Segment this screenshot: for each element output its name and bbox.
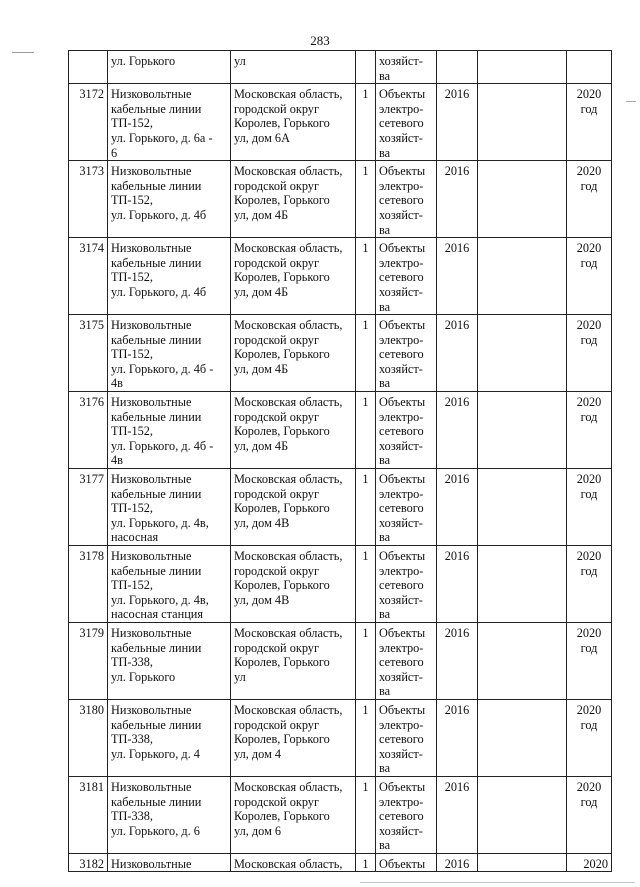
object-period-line: 2020 (576, 549, 602, 563)
object-name-line: кабельные линии (111, 101, 202, 116)
object-name-line: 4в (111, 453, 123, 468)
row-number: 3182 (69, 853, 108, 872)
table-row (69, 238, 612, 315)
object-address (231, 622, 356, 699)
object-category-line: сетевого (379, 193, 424, 208)
object-address-line: Московская область, (234, 472, 343, 487)
object-address-line: Московская область, (234, 702, 343, 717)
object-name-line: кабельные линии (111, 640, 202, 655)
object-category-line: сетевого (379, 116, 424, 131)
object-address (231, 238, 356, 315)
object-name-line: Низковольтные (111, 549, 192, 563)
object-category (376, 51, 437, 84)
object-address-line: Московская область, (234, 395, 343, 410)
object-address (231, 469, 356, 546)
object-address-line: ул, дом 4В (234, 515, 290, 530)
object-name-line: кабельные линии (111, 178, 202, 193)
object-quantity: 1 (356, 469, 376, 546)
object-name-line: ул. Горького, д. 6а - (111, 130, 213, 145)
object-note (478, 238, 567, 315)
object-address-line: Королев, Горького (234, 424, 330, 439)
object-note (478, 51, 567, 84)
object-period-line: год (580, 794, 598, 809)
object-address-line: ул, дом 4Б (234, 438, 289, 453)
object-name-line: насосная станция (111, 607, 204, 622)
object-category (376, 853, 437, 872)
row-number: 3181 (69, 776, 108, 853)
object-name-line: ул. Горького (111, 54, 176, 68)
object-period-line: год (580, 255, 598, 270)
object-name-line: ТП-338, (111, 809, 154, 824)
object-category (376, 469, 437, 546)
object-name-line: насосная (111, 530, 159, 545)
object-year: 2016 (437, 699, 478, 776)
object-name (108, 776, 231, 853)
object-category-line: Объекты (379, 164, 426, 179)
object-category (376, 546, 437, 623)
object-address-line: Королев, Горького (234, 270, 330, 285)
object-address-line: Королев, Горького (234, 655, 330, 670)
object-period-line: 2020 (576, 779, 602, 794)
object-address-line: ул, дом 4Б (234, 361, 289, 376)
object-category-line: хозяйст- (379, 823, 423, 838)
object-category-line: хозяйст- (379, 669, 423, 684)
object-name-line: кабельные линии (111, 717, 202, 732)
object-name-line: кабельные линии (111, 332, 202, 347)
object-name-line: ул. Горького, д. 4б - (111, 361, 214, 376)
object-name-line: ТП-152, (111, 501, 154, 516)
table-row (69, 546, 612, 623)
object-address-line: городской округ (234, 409, 319, 424)
object-address (231, 392, 356, 469)
object-name (108, 392, 231, 469)
object-address (231, 51, 356, 84)
object-period-line: 2020 (576, 241, 602, 256)
object-period-line: 2020 (576, 625, 602, 640)
object-name-line: ул. Горького, д. 4 (111, 746, 200, 761)
table-row (69, 853, 612, 872)
object-category-line: сетевого (379, 732, 424, 747)
object-address-line: городской округ (234, 563, 319, 578)
object-address-line: ул, дом 4 (234, 746, 282, 761)
object-category-line: хозяйст- (379, 438, 423, 453)
object-name-line: ТП-152, (111, 578, 154, 593)
object-note (478, 161, 567, 238)
object-period-line: 2020 (576, 395, 602, 410)
object-year: 2016 (437, 622, 478, 699)
object-address-line: городской округ (234, 640, 319, 655)
object-quantity: 1 (356, 546, 376, 623)
object-name-line: кабельные линии (111, 409, 202, 424)
object-period (567, 622, 612, 699)
object-category (376, 84, 437, 161)
object-quantity: 1 (356, 161, 376, 238)
object-address-line: ул, дом 4В (234, 592, 290, 607)
object-category (376, 161, 437, 238)
object-category-line: сетевого (379, 347, 424, 362)
object-category-line: Объекты (379, 472, 426, 487)
object-name-line: Низковольтные (111, 87, 192, 102)
object-note (478, 469, 567, 546)
row-number: 3173 (69, 161, 108, 238)
scan-edge-bottom (360, 882, 635, 883)
object-address-line: ул (234, 669, 246, 684)
object-name (108, 315, 231, 392)
object-category (376, 315, 437, 392)
object-category (376, 622, 437, 699)
row-number (69, 51, 108, 84)
object-category-line: электро- (379, 101, 424, 116)
object-address (231, 315, 356, 392)
object-period-line: 2020 (576, 87, 602, 102)
object-category-line: Объекты (379, 87, 426, 102)
object-category-line: ва (379, 838, 391, 853)
object-category-line: Объекты (379, 856, 426, 871)
object-address-line: городской округ (234, 794, 319, 809)
object-category-line: хозяйст- (379, 746, 423, 761)
table-row (69, 315, 612, 392)
object-category-line: ва (379, 145, 391, 160)
object-address (231, 161, 356, 238)
object-name (108, 699, 231, 776)
object-name (108, 51, 231, 84)
object-address-line: ул, дом 4Б (234, 284, 289, 299)
object-period (567, 546, 612, 623)
object-category (376, 238, 437, 315)
object-address-line: ул, дом 6 (234, 823, 282, 838)
scan-dash-left (12, 52, 34, 53)
object-category-line: электро- (379, 717, 424, 732)
object-address-line: Московская область, (234, 549, 343, 563)
row-number: 3172 (69, 84, 108, 161)
object-category (376, 776, 437, 853)
object-name-line: Низковольтные (111, 779, 192, 794)
object-category-line: ва (379, 299, 391, 314)
object-name-line: ул. Горького (111, 669, 176, 684)
object-name-line: Низковольтные (111, 395, 192, 410)
object-category-line: хозяйст- (379, 284, 423, 299)
object-address (231, 84, 356, 161)
object-name (108, 853, 231, 872)
table-row (69, 776, 612, 853)
object-category-line: хозяйст- (379, 361, 423, 376)
object-address-line: Королев, Горького (234, 347, 330, 362)
table-row (69, 51, 612, 84)
object-year: 2016 (437, 853, 478, 872)
object-category-line: Объекты (379, 702, 426, 717)
object-category-line: сетевого (379, 578, 424, 593)
object-address-line: Королев, Горького (234, 116, 330, 131)
object-name-line: ул. Горького, д. 4б (111, 284, 207, 299)
object-category-line: ва (379, 684, 391, 699)
object-category-line: электро- (379, 486, 424, 501)
object-quantity (356, 51, 376, 84)
object-category-line: хозяйст- (379, 592, 423, 607)
object-name-line: ул. Горького, д. 4в, (111, 515, 209, 530)
object-category-line: хозяйст- (379, 54, 423, 68)
object-period (567, 161, 612, 238)
object-name-line: Низковольтные (111, 625, 192, 640)
object-category-line: электро- (379, 794, 424, 809)
object-quantity: 1 (356, 853, 376, 872)
object-note (478, 853, 567, 872)
object-category-line: хозяйст- (379, 130, 423, 145)
object-period-line: год (580, 717, 598, 732)
object-period (567, 392, 612, 469)
object-name-line: кабельные линии (111, 486, 202, 501)
object-address-line: Московская область, (234, 856, 343, 871)
table-row (69, 469, 612, 546)
object-address-line: Московская область, (234, 164, 343, 179)
row-number: 3178 (69, 546, 108, 623)
object-address-line: городской округ (234, 255, 319, 270)
object-quantity: 1 (356, 238, 376, 315)
object-period (567, 776, 612, 853)
object-address-line: Московская область, (234, 241, 343, 256)
object-category-line: ва (379, 761, 391, 776)
object-period-line: год (580, 486, 598, 501)
object-year: 2016 (437, 238, 478, 315)
object-category-line: ва (379, 68, 391, 83)
object-name-line: Низковольтные (111, 164, 192, 179)
row-number: 3175 (69, 315, 108, 392)
object-address-line: Королев, Горького (234, 578, 330, 593)
object-category-line: ва (379, 607, 391, 622)
object-name-line: кабельные линии (111, 255, 202, 270)
object-category-line: ва (379, 376, 391, 391)
object-address-line: Московская область, (234, 318, 343, 333)
object-address-line: Московская область, (234, 779, 343, 794)
row-number: 3174 (69, 238, 108, 315)
object-year: 2016 (437, 776, 478, 853)
object-year: 2016 (437, 315, 478, 392)
object-quantity: 1 (356, 699, 376, 776)
object-category-line: ва (379, 530, 391, 545)
object-name (108, 622, 231, 699)
object-note (478, 84, 567, 161)
object-name-line: ТП-338, (111, 655, 154, 670)
object-period (567, 853, 612, 872)
object-address-line: Московская область, (234, 87, 343, 102)
object-quantity: 1 (356, 622, 376, 699)
object-address-line: ул (234, 54, 246, 68)
object-address-line: ул, дом 4Б (234, 207, 289, 222)
table-row (69, 161, 612, 238)
object-address-line: ул, дом 6А (234, 130, 290, 145)
object-address-line: Королев, Горького (234, 732, 330, 747)
object-address-line: Королев, Горького (234, 501, 330, 516)
table-row (69, 84, 612, 161)
object-year: 2016 (437, 161, 478, 238)
object-quantity: 1 (356, 315, 376, 392)
object-name-line: Низковольтные (111, 472, 192, 487)
object-name-line: ТП-152, (111, 116, 154, 131)
object-category-line: сетевого (379, 501, 424, 516)
object-period-line: год (580, 563, 598, 578)
object-category-line: ва (379, 453, 391, 468)
object-note (478, 315, 567, 392)
object-name-line: ул. Горького, д. 4в, (111, 592, 209, 607)
object-period-line: год (580, 332, 598, 347)
object-category-line: Объекты (379, 779, 426, 794)
object-quantity: 1 (356, 392, 376, 469)
object-name-line: ТП-152, (111, 347, 154, 362)
object-address-line: городской округ (234, 717, 319, 732)
object-category (376, 699, 437, 776)
row-number: 3177 (69, 469, 108, 546)
row-number: 3179 (69, 622, 108, 699)
object-address-line: городской округ (234, 486, 319, 501)
object-year: 2016 (437, 392, 478, 469)
object-category-line: электро- (379, 563, 424, 578)
object-name-line: ул. Горького, д. 4б (111, 207, 207, 222)
object-name-line: ул. Горького, д. 6 (111, 823, 200, 838)
object-category-line: Объекты (379, 241, 426, 256)
object-period (567, 84, 612, 161)
object-year: 2016 (437, 546, 478, 623)
object-period (567, 699, 612, 776)
object-address-line: Королев, Горького (234, 809, 330, 824)
object-category-line: электро- (379, 255, 424, 270)
object-address-line: городской округ (234, 178, 319, 193)
object-period-line: 2020 (576, 164, 602, 179)
row-number: 3180 (69, 699, 108, 776)
table-row (69, 699, 612, 776)
object-name-line: Низковольтные (111, 702, 192, 717)
object-name-line: кабельные линии (111, 794, 202, 809)
object-category-line: сетевого (379, 809, 424, 824)
object-address (231, 853, 356, 872)
scan-dash-right (626, 101, 636, 102)
object-year: 2016 (437, 469, 478, 546)
object-name-line: кабельные линии (111, 563, 202, 578)
table-row (69, 622, 612, 699)
object-name (108, 238, 231, 315)
object-year: 2016 (437, 84, 478, 161)
object-address (231, 776, 356, 853)
object-name-line: 4в (111, 376, 123, 391)
object-category-line: сетевого (379, 424, 424, 439)
object-category-line: сетевого (379, 655, 424, 670)
object-period-line: год (580, 101, 598, 116)
object-category-line: электро- (379, 332, 424, 347)
object-period-line: 2020 (576, 472, 602, 487)
object-period (567, 51, 612, 84)
object-quantity: 1 (356, 776, 376, 853)
object-name-line: ул. Горького, д. 4б - (111, 438, 214, 453)
registry-table (68, 50, 612, 872)
object-note (478, 776, 567, 853)
object-note (478, 699, 567, 776)
object-name-line: 6 (111, 145, 118, 160)
row-number: 3176 (69, 392, 108, 469)
object-name-line: ТП-338, (111, 732, 154, 747)
object-address (231, 699, 356, 776)
object-note (478, 392, 567, 469)
object-period-line: 2020 (576, 318, 602, 333)
object-period (567, 469, 612, 546)
object-category-line: электро- (379, 178, 424, 193)
object-name-line: ТП-152, (111, 270, 154, 285)
object-name-line: ТП-152, (111, 424, 154, 439)
object-period-line: год (580, 640, 598, 655)
table-row (69, 392, 612, 469)
page-number: 283 (310, 33, 330, 48)
object-name-line: Низковольтные (111, 241, 192, 256)
object-period-line: год (580, 178, 598, 193)
object-note (478, 546, 567, 623)
object-quantity: 1 (356, 84, 376, 161)
object-category-line: сетевого (379, 270, 424, 285)
object-category-line: Объекты (379, 318, 426, 333)
object-category-line: Объекты (379, 549, 426, 563)
object-category-line: электро- (379, 409, 424, 424)
object-name-line: Низковольтные (111, 856, 192, 871)
object-category-line: электро- (379, 640, 424, 655)
object-category-line: Объекты (379, 395, 426, 410)
object-name (108, 546, 231, 623)
object-address-line: городской округ (234, 332, 319, 347)
object-note (478, 622, 567, 699)
object-period (567, 315, 612, 392)
object-name (108, 161, 231, 238)
object-name (108, 84, 231, 161)
object-address-line: Королев, Горького (234, 193, 330, 208)
object-category-line: хозяйст- (379, 515, 423, 530)
object-name-line: ТП-152, (111, 193, 154, 208)
object-address-line: городской округ (234, 101, 319, 116)
object-name (108, 469, 231, 546)
object-period-line: 2020 (583, 856, 608, 871)
object-period (567, 238, 612, 315)
object-category-line: хозяйст- (379, 207, 423, 222)
object-address (231, 546, 356, 623)
object-year (437, 51, 478, 84)
object-name-line: Низковольтные (111, 318, 192, 333)
object-category-line: ва (379, 222, 391, 237)
object-period-line: год (580, 409, 598, 424)
object-category-line: Объекты (379, 625, 426, 640)
registry-body (69, 51, 612, 872)
object-category (376, 392, 437, 469)
object-address-line: Московская область, (234, 625, 343, 640)
object-period-line: 2020 (576, 702, 602, 717)
